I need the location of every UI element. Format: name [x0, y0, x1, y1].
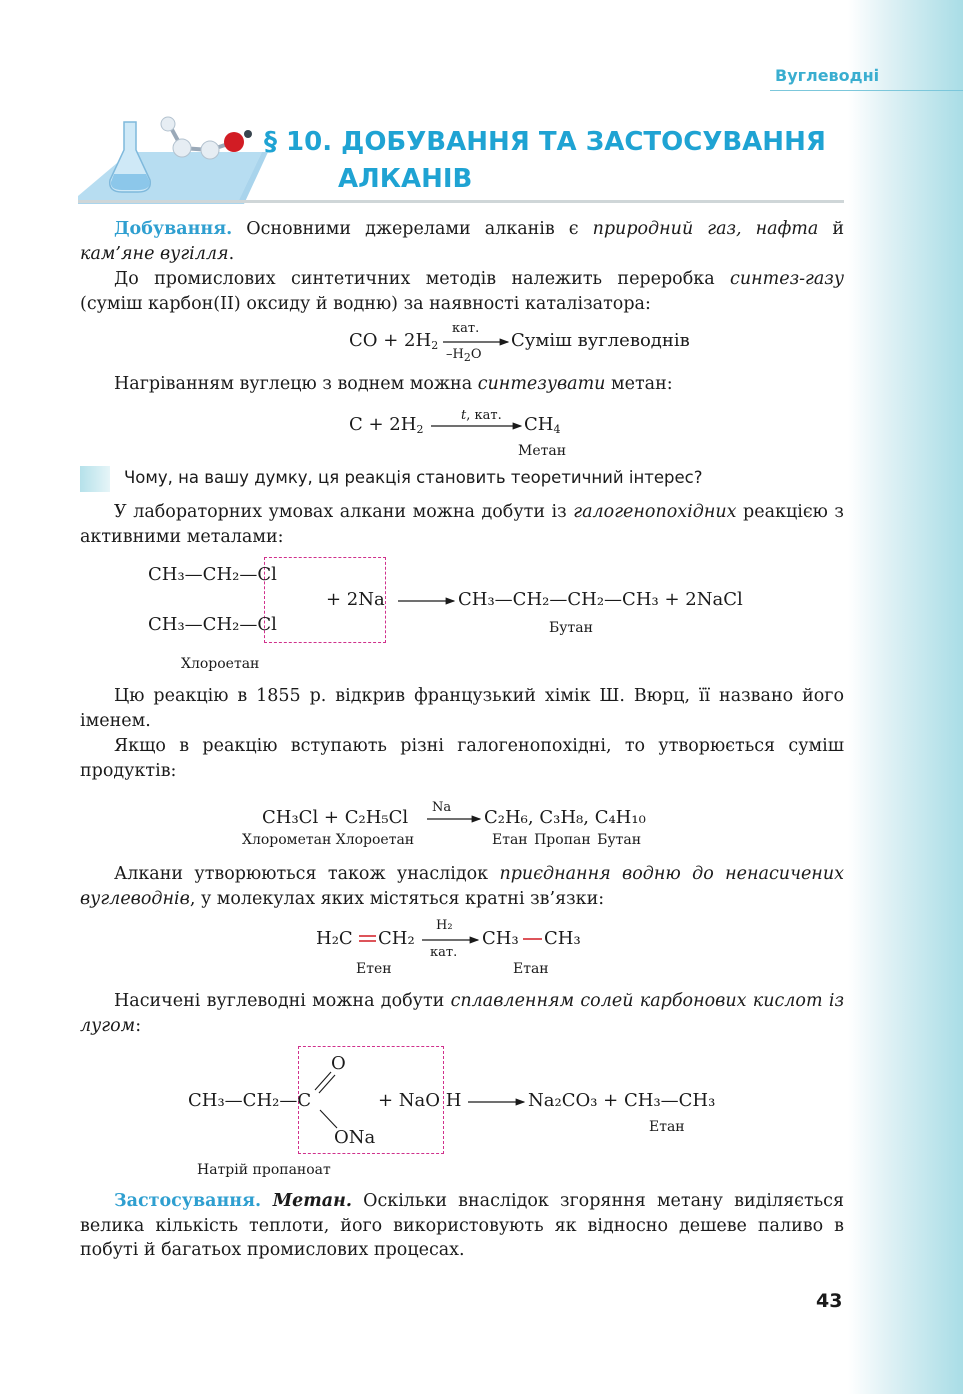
- eq3-reagent: Na: [432, 800, 452, 815]
- eq5-ona: ONa: [334, 1127, 376, 1148]
- eq2-conditions: t, кат.: [461, 408, 502, 423]
- eq3-left: CH₃Cl + C₂H₅Cl: [262, 807, 409, 828]
- page-number: 43: [816, 1290, 843, 1312]
- eq5-bond-down: [320, 1110, 337, 1128]
- paragraph-wurtz-history: Цю реакцію в 1855 р. відкрив французький хімік Ш. Вюрц, її названо його іменем.: [80, 686, 844, 731]
- wurtz-product-caption: Бутан: [549, 620, 593, 636]
- running-head: Вуглеводні: [775, 66, 880, 85]
- eq1-right: Суміш вуглеводнів: [511, 330, 690, 351]
- eq4-ethene-left: H₂C: [316, 928, 353, 949]
- eq3-right: C₂H₆, C₃H₈, C₄H₁₀: [484, 807, 646, 828]
- eq4-ethane-left: CH₃: [482, 928, 519, 949]
- paragraph-halogen: У лабораторних умовах алкани можна добути із галогенопохідних реакцією з активними металами:: [80, 502, 844, 547]
- eq4-reagent: H₂: [436, 918, 453, 933]
- paragraph-decarboxylation: Насичені вуглеводні можна добути сплавленням солей карбонових кислот із лугом:: [80, 991, 844, 1036]
- question-text: Чому, на вашу думку, ця реакція становить теоретичний інтерес?: [124, 468, 703, 487]
- eq1-left: CO + $2H_2$: [349, 330, 439, 352]
- eq5-caption-right: Етан: [649, 1119, 685, 1135]
- wurtz-reactant-1: CH₃—CH₂—Cl: [148, 564, 277, 585]
- wurtz-product: CH₃—CH₂—CH₂—CH₃ + 2NaCl: [458, 589, 743, 610]
- paragraph-mixture: Якщо в реакцію вступають різні галогенопохідні, то утворюється суміш продуктів:: [80, 736, 844, 781]
- eq2-left: $C + 2H_2$: [349, 414, 424, 436]
- eq5-caption-left: Натрій пропаноат: [197, 1162, 331, 1178]
- eq3-caption-left: Хлорометан Хлороетан: [242, 832, 415, 848]
- eq5-bond-up-2: [319, 1075, 335, 1093]
- paragraph-sources: Добування. Основними джерелами алканів є природний газ, нафта й кам’яне вугілля.: [80, 219, 845, 264]
- subheading-applications: Застосування.: [114, 1191, 262, 1211]
- eq2-right: $CH_4$: [524, 414, 561, 436]
- paragraph-methane-synthesis: Нагріванням вуглецю з воднем можна синтезувати метан:: [114, 374, 673, 394]
- eq4-caption-left: Етен: [356, 961, 392, 977]
- eq5-bond-up-1: [315, 1072, 331, 1090]
- eq5-right: Na₂CO₃ + CH₃—CH₃: [528, 1090, 716, 1111]
- eq1-catalyst: кат.: [452, 321, 480, 336]
- eq4-ethane-right: CH₃: [544, 928, 581, 949]
- eq4-ethene-right: CH₂: [378, 928, 415, 949]
- eq4-catalyst: кат.: [430, 945, 458, 960]
- eq2-caption: Метан: [518, 443, 567, 459]
- paragraph-applications: Застосування. Метан. Оскільки внаслідок згоряння метану виділяється велика кількість теплоти, його використовують як відносно дешеве паливо в побуті й багатьох промислових процесах.: [80, 1191, 844, 1261]
- subheading-obtaining: Добування.: [114, 219, 233, 239]
- wurtz-sodium: + 2Na: [326, 589, 385, 610]
- wurtz-reactant-2: CH₃—CH₂—Cl: [148, 614, 277, 635]
- wurtz-reactant-caption: Хлороетан: [181, 656, 260, 672]
- eq5-left: CH₃—CH₂—C: [188, 1090, 312, 1111]
- eq5-naoh: + NaO H: [378, 1090, 462, 1111]
- eq3-caption-right: Етан Пропан Бутан: [492, 832, 642, 848]
- eq5-oxygen: O: [331, 1053, 346, 1074]
- paragraph-hydrogenation: Алкани утворюються також унаслідок приєднання водню до ненасичених вуглеводнів, у молекулах яких містяться кратні зв’язки:: [80, 864, 844, 909]
- section-title-line1: § 10. ДОБУВАННЯ ТА ЗАСТОСУВАННЯ: [264, 127, 826, 157]
- eq1-below: $-H_2O$: [446, 347, 482, 364]
- eq4-caption-right: Етан: [513, 961, 549, 977]
- paragraph-synthesis-gas: До промислових синтетичних методів належить переробка синтез-газу (суміш карбон(ІІ) оксиду й водню) за наявності каталізатора:: [80, 269, 844, 314]
- section-title-line2: АЛКАНІВ: [338, 164, 473, 194]
